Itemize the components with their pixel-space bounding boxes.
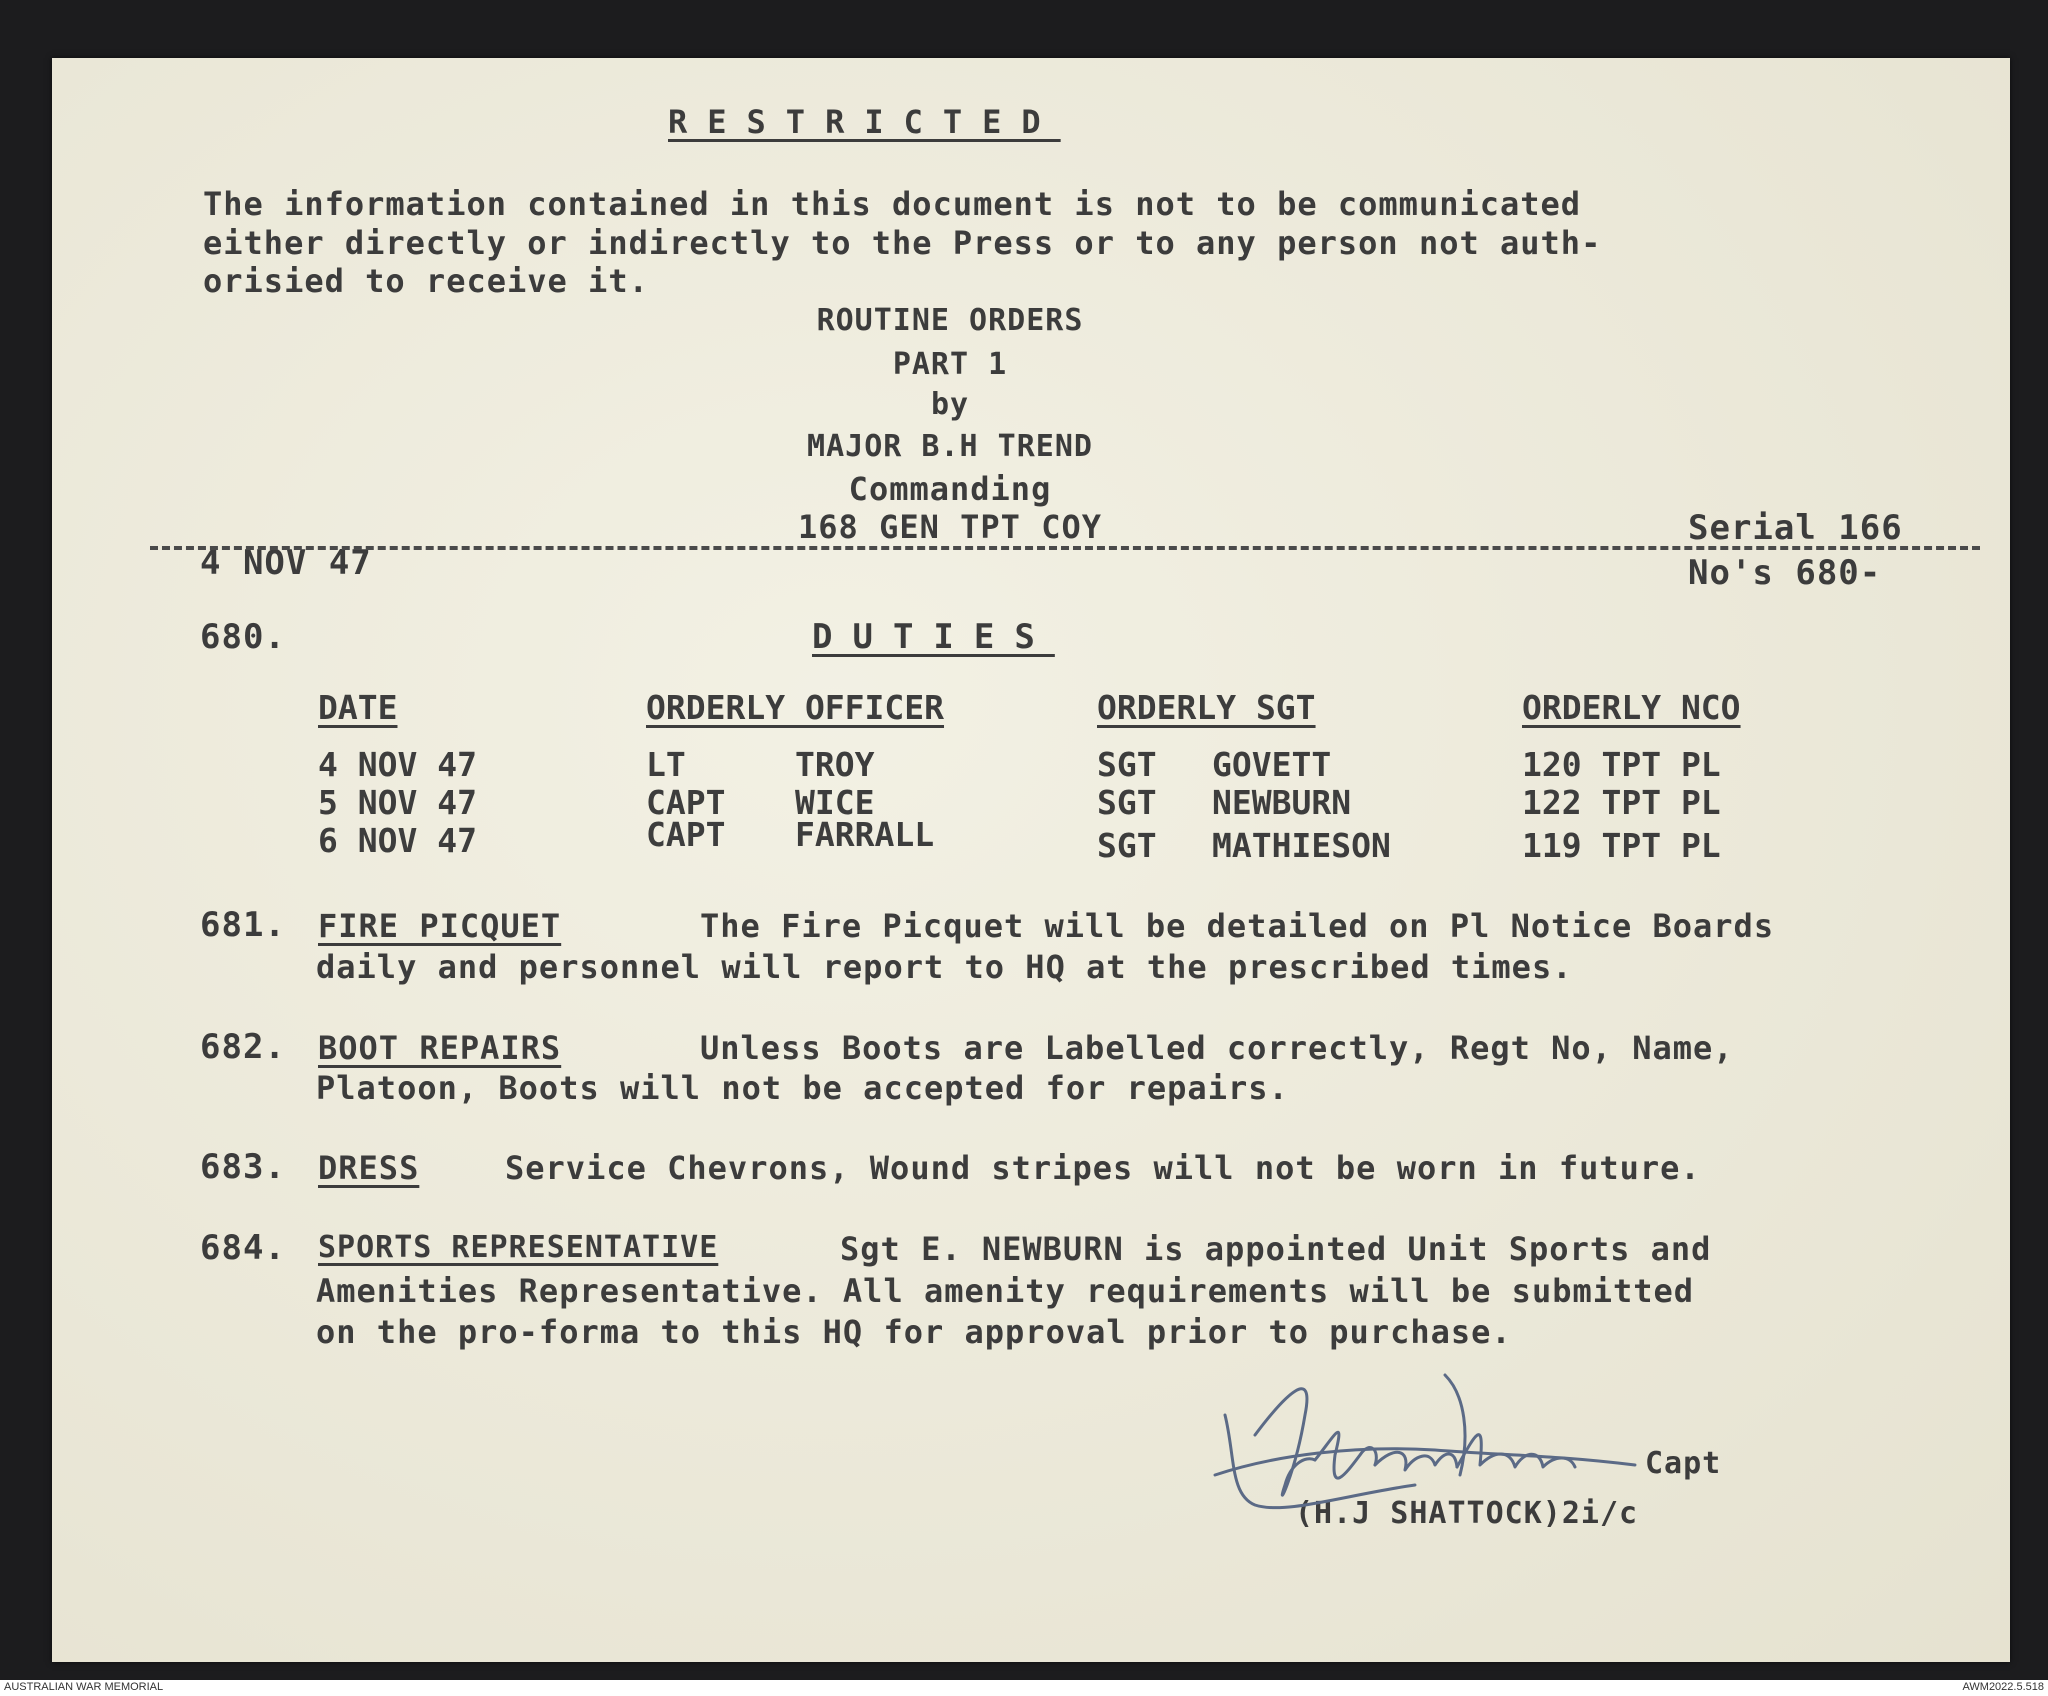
duty-row-date: 5 NOV 47: [318, 783, 477, 822]
notice-line-1: The information contained in this document is not to be communicated: [203, 185, 1582, 223]
order-683-line-1: Service Chevrons, Wound stripes will not be worn in future.: [505, 1149, 1701, 1187]
footer-bar: [0, 1680, 2048, 1696]
notice-line-2: either directly or indirectly to the Press or to any person not auth-: [203, 224, 1602, 262]
order-number-683: 683.: [200, 1147, 286, 1187]
duty-row-date: 6 NOV 47: [318, 821, 477, 860]
signature-rank: Capt: [1645, 1446, 1722, 1481]
column-header-date: DATE: [318, 688, 398, 727]
handwritten-signature: [1195, 1355, 1715, 1535]
duty-row-sgt-rank: SGT: [1097, 826, 1157, 865]
signature-typed-name: (H.J SHATTOCK)2i/c: [1295, 1496, 1639, 1531]
title-part: PART 1: [892, 347, 1008, 382]
order-682-line-2: Platoon, Boots will not be accepted for repairs.: [316, 1069, 1289, 1107]
separator-rule: [150, 546, 1980, 550]
order-number-684: 684.: [200, 1228, 286, 1268]
duty-row-nco: 119 TPT PL: [1522, 826, 1721, 865]
order-684-line-3: on the pro-forma to this HQ for approval prior to purchase.: [316, 1313, 1512, 1351]
duty-row-sgt-rank: SGT: [1097, 745, 1157, 784]
duty-row-officer-rank: CAPT: [646, 783, 726, 822]
column-header-sgt: ORDERLY SGT: [1097, 688, 1316, 727]
duty-row-date: 4 NOV 47: [318, 745, 477, 784]
restricted-heading: RESTRICTED: [668, 103, 1061, 141]
title-routine-orders: ROUTINE ORDERS: [816, 303, 1084, 338]
duty-row-nco: 122 TPT PL: [1522, 783, 1721, 822]
column-header-officer: ORDERLY OFFICER: [646, 688, 945, 727]
duty-row-nco: 120 TPT PL: [1522, 745, 1721, 784]
order-number-681: 681.: [200, 905, 286, 945]
order-heading-fire-picquet: FIRE PICQUET: [318, 907, 562, 945]
order-684-line-1: Sgt E. NEWBURN is appointed Unit Sports and: [840, 1230, 1712, 1268]
duties-heading: DUTIES: [812, 617, 1055, 657]
order-heading-dress: DRESS: [318, 1149, 420, 1187]
order-682-line-1: Unless Boots are Labelled correctly, Regt No, Name,: [700, 1029, 1734, 1067]
duty-row-sgt-name: MATHIESON: [1212, 826, 1391, 865]
duty-row-sgt-rank: SGT: [1097, 783, 1157, 822]
duty-row-officer-name: WICE: [795, 783, 875, 822]
duty-row-officer-rank: CAPT: [646, 815, 726, 854]
duty-row-sgt-name: GOVETT: [1212, 745, 1332, 784]
serial-number: Serial 166: [1688, 508, 1903, 548]
order-numbers: No's 680-: [1688, 553, 1882, 593]
order-heading-sports-representative: SPORTS REPRESENTATIVE: [318, 1230, 719, 1265]
order-681-line-2: daily and personnel will report to HQ at the prescribed times.: [316, 948, 1573, 986]
order-number-682: 682.: [200, 1027, 286, 1067]
order-681-line-1: The Fire Picquet will be detailed on Pl Notice Boards: [700, 907, 1775, 945]
order-684-line-2: Amenities Representative. All amenity requirements will be submitted: [316, 1272, 1695, 1310]
order-heading-boot-repairs: BOOT REPAIRS: [318, 1029, 562, 1067]
footer-catalogue-id: AWM2022.5.518: [1962, 1681, 2044, 1693]
duty-row-officer-rank: LT: [646, 745, 686, 784]
title-by: by: [930, 387, 970, 422]
title-unit: 168 GEN TPT COY: [798, 508, 1102, 546]
title-commanding: Commanding: [848, 470, 1052, 508]
duty-row-sgt-name: NEWBURN: [1212, 783, 1352, 822]
document-date: 4 NOV 47: [200, 543, 372, 583]
notice-line-3: orisied to receive it.: [203, 262, 649, 300]
footer-institution: AUSTRALIAN WAR MEMORIAL: [4, 1681, 164, 1693]
duty-row-officer-name: FARRALL: [795, 815, 935, 854]
title-commander: MAJOR B.H TREND: [807, 429, 1093, 464]
duty-row-officer-name: TROY: [795, 745, 875, 784]
column-header-nco: ORDERLY NCO: [1522, 688, 1741, 727]
order-number-680: 680.: [200, 617, 286, 657]
